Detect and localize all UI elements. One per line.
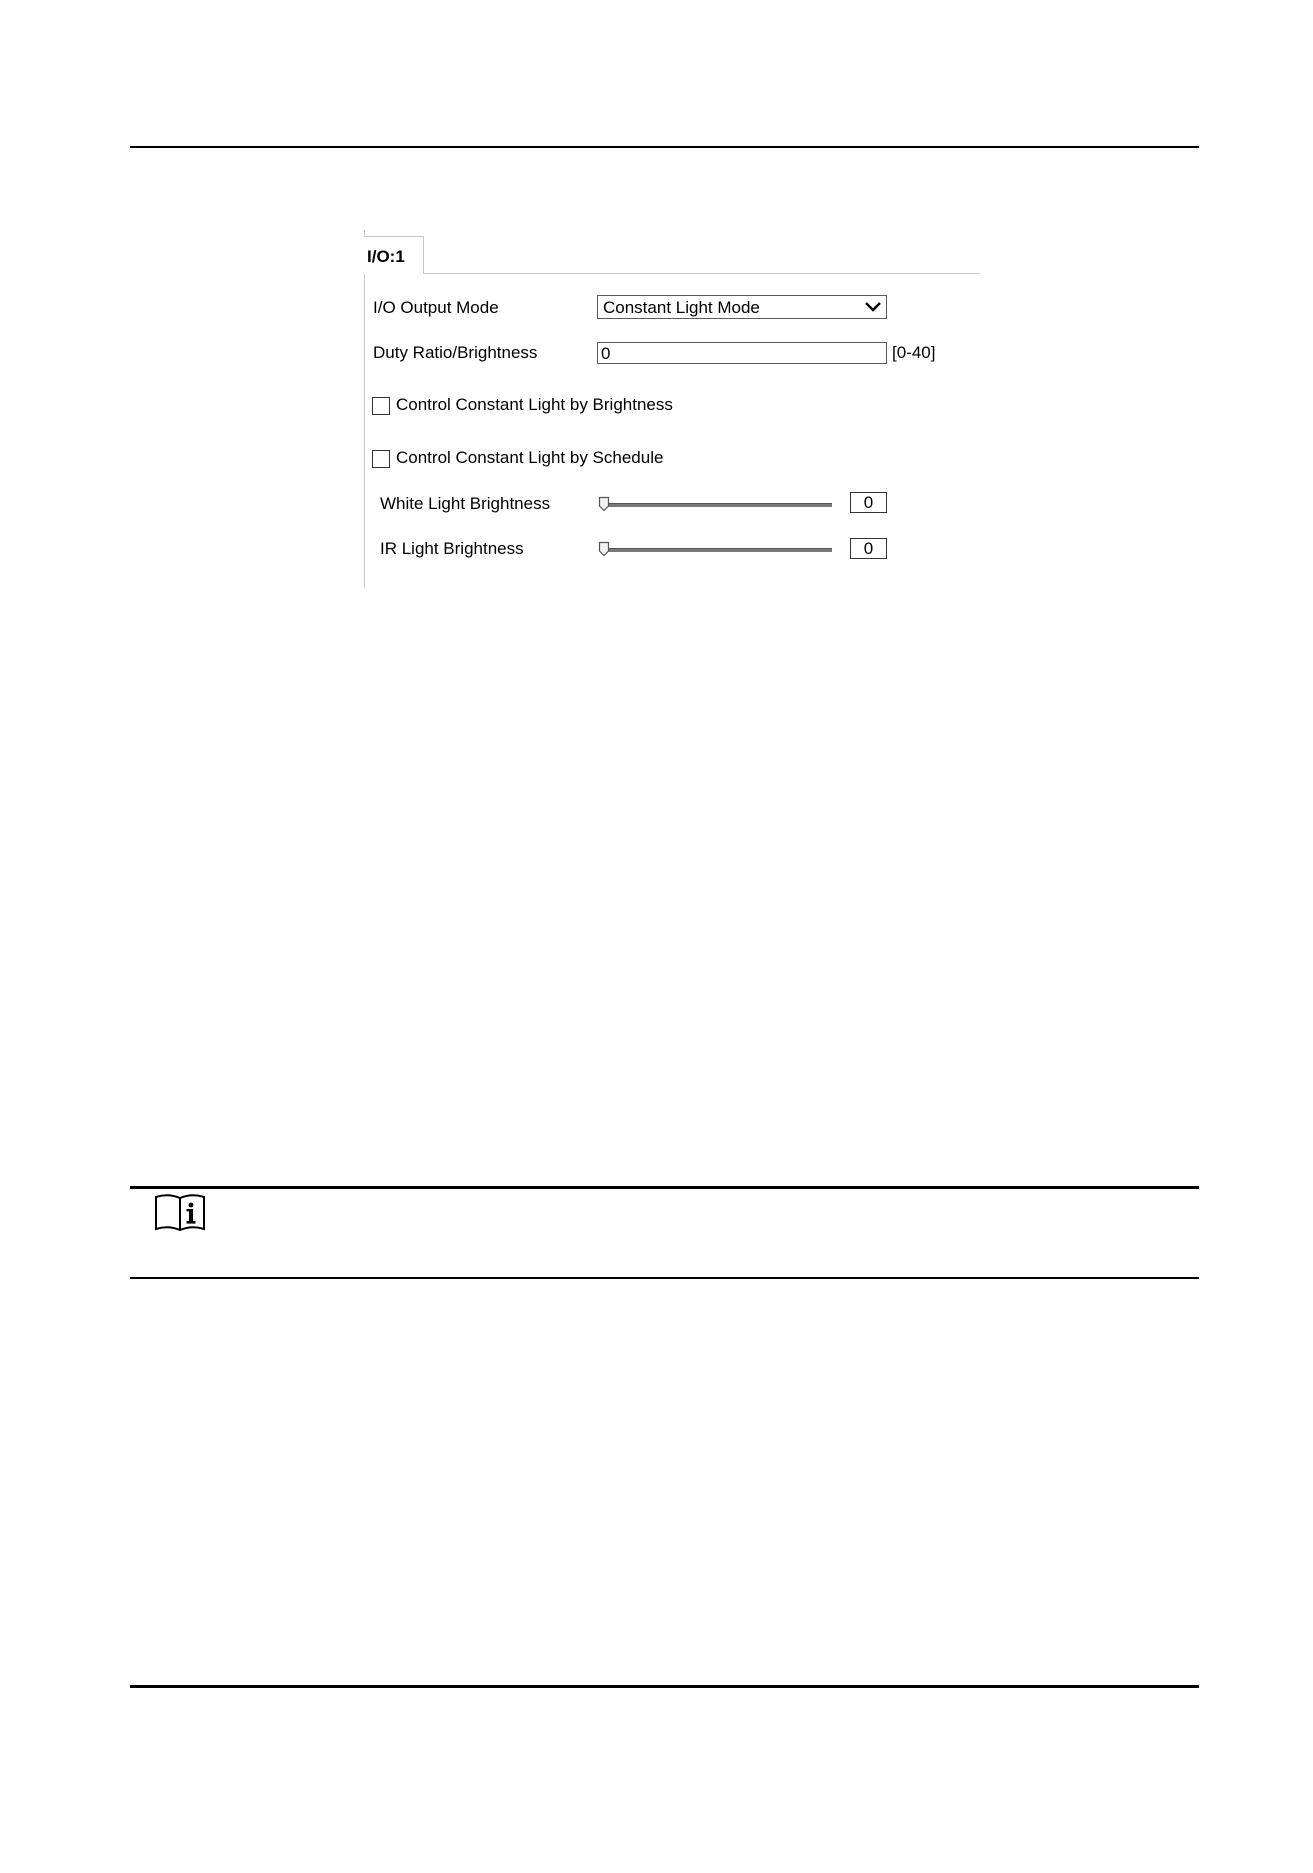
ir-light-label: IR Light Brightness bbox=[380, 539, 524, 558]
duty-ratio-value: 0 bbox=[601, 344, 611, 363]
header-rule bbox=[130, 146, 1199, 148]
ir-light-value-box[interactable]: 0 bbox=[850, 538, 887, 559]
chevron-down-icon bbox=[864, 300, 882, 314]
white-light-slider[interactable] bbox=[598, 494, 834, 514]
white-light-label: White Light Brightness bbox=[380, 494, 551, 513]
footer-rule bbox=[130, 1685, 1199, 1688]
white-light-slider-track bbox=[600, 503, 832, 507]
duty-ratio-label: Duty Ratio/Brightness bbox=[373, 343, 538, 362]
output-mode-label: I/O Output Mode bbox=[373, 298, 499, 317]
panel-left-border bbox=[364, 230, 365, 588]
slider-thumb-icon[interactable] bbox=[598, 541, 610, 557]
note-top-rule bbox=[130, 1186, 1199, 1189]
output-mode-select[interactable] bbox=[597, 295, 887, 319]
ir-light-slider[interactable] bbox=[598, 539, 834, 559]
info-book-icon bbox=[154, 1193, 206, 1231]
slider-thumb-icon[interactable] bbox=[598, 496, 610, 512]
white-light-value-box[interactable]: 0 bbox=[850, 492, 887, 513]
note-bottom-rule bbox=[130, 1277, 1199, 1279]
ir-light-slider-track bbox=[600, 548, 832, 552]
schedule-control-checkbox[interactable] bbox=[372, 450, 390, 468]
io-settings-screenshot bbox=[364, 230, 980, 588]
tab-strip-line bbox=[424, 273, 980, 274]
duty-ratio-range: [0-40] bbox=[892, 343, 936, 362]
brightness-control-label: Control Constant Light by Brightness bbox=[396, 395, 673, 414]
output-mode-selected-value: Constant Light Mode bbox=[603, 298, 760, 317]
schedule-control-label: Control Constant Light by Schedule bbox=[396, 448, 664, 467]
brightness-control-checkbox[interactable] bbox=[372, 397, 390, 415]
duty-ratio-input[interactable] bbox=[597, 342, 887, 364]
tab-io-1[interactable] bbox=[364, 236, 424, 274]
tab-io-1-label: I/O:1 bbox=[367, 247, 405, 266]
